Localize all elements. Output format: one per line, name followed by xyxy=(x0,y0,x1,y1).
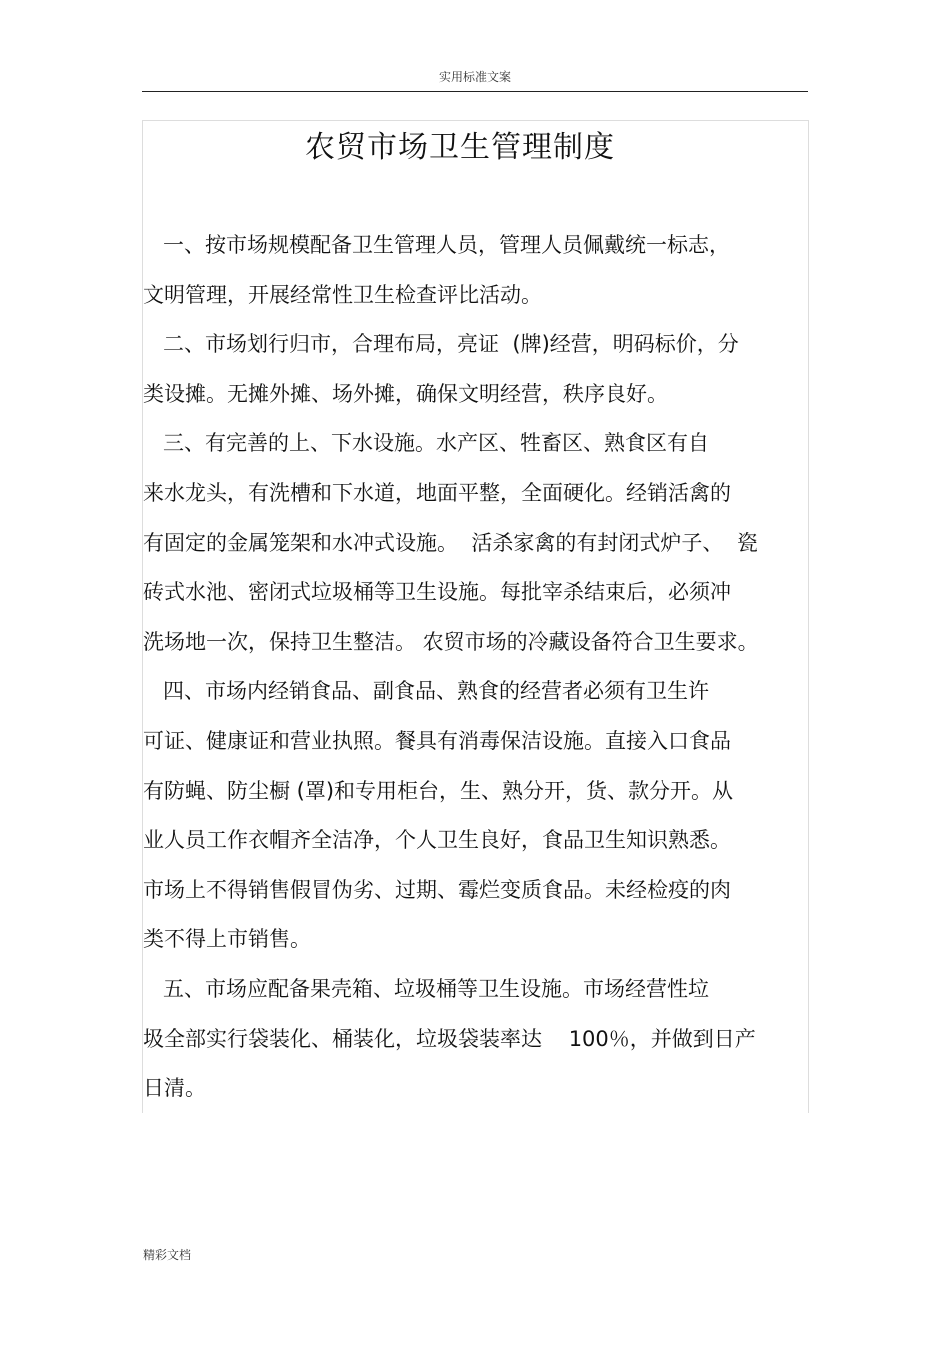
body-line: 类不得上市销售。 xyxy=(143,927,311,952)
body-line: 三、有完善的上、下水设施。水产区、牲畜区、熟食区有自 xyxy=(143,431,710,456)
document-title: 农贸市场卫生管理制度 xyxy=(305,130,615,165)
body-line: 来水龙头，有洗槽和下水道，地面平整，全面硬化。经销活禽的 xyxy=(143,480,731,505)
body-line: 市场上不得销售假冒伪劣、过期、霉烂变质食品。未经检疫的肉 xyxy=(143,877,731,902)
body-line: 四、市场内经销食品、副食品、熟食的经营者必须有卫生许 xyxy=(143,679,710,704)
body-line: 一、按市场规模配备卫生管理人员，管理人员佩戴统一标志， xyxy=(143,233,731,257)
body-line: 五、市场应配备果壳箱、垃圾桶等卫生设施。市场经营性垃 xyxy=(143,976,710,1001)
body-line: 文明管理，开展经常性卫生检查评比活动。 xyxy=(143,282,542,307)
body-line: 有防蝇、防尘橱 (罩)和专用柜台，生、熟分开，货、款分开。从 xyxy=(143,778,734,803)
header-divider xyxy=(142,91,808,92)
body-line: 洗场地一次，保持卫生整洁。 农贸市场的冷藏设备符合卫生要求。 xyxy=(143,629,759,654)
body-line: 类设摊。无摊外摊、场外摊，确保文明经营，秩序良好。 xyxy=(143,381,668,406)
body-line: 二、市场划行归市，合理布局，亮证 (牌)经营，明码标价，分 xyxy=(143,332,739,357)
body-line: 业人员工作衣帽齐全洁净，个人卫生良好，食品卫生知识熟悉。 xyxy=(143,828,731,853)
body-line: 圾全部实行袋装化、桶装化，垃圾袋装率达 100％，并做到日产 xyxy=(143,1026,756,1051)
page-footer: 精彩文档 xyxy=(143,1248,192,1262)
body-line: 有固定的金属笼架和水冲式设施。 活杀家禽的有封闭式炉子、 瓷 xyxy=(143,530,758,555)
body-line: 可证、健康证和营业执照。餐具有消毒保洁设施。直接入口食品 xyxy=(143,728,731,753)
document-body xyxy=(143,228,807,1121)
body-line: 砖式水池、密闭式垃圾桶等卫生设施。每批宰杀结束后，必须冲 xyxy=(143,580,731,605)
body-line: 日清。 xyxy=(143,1076,206,1101)
page-header: 实用标准文案 xyxy=(438,70,511,84)
